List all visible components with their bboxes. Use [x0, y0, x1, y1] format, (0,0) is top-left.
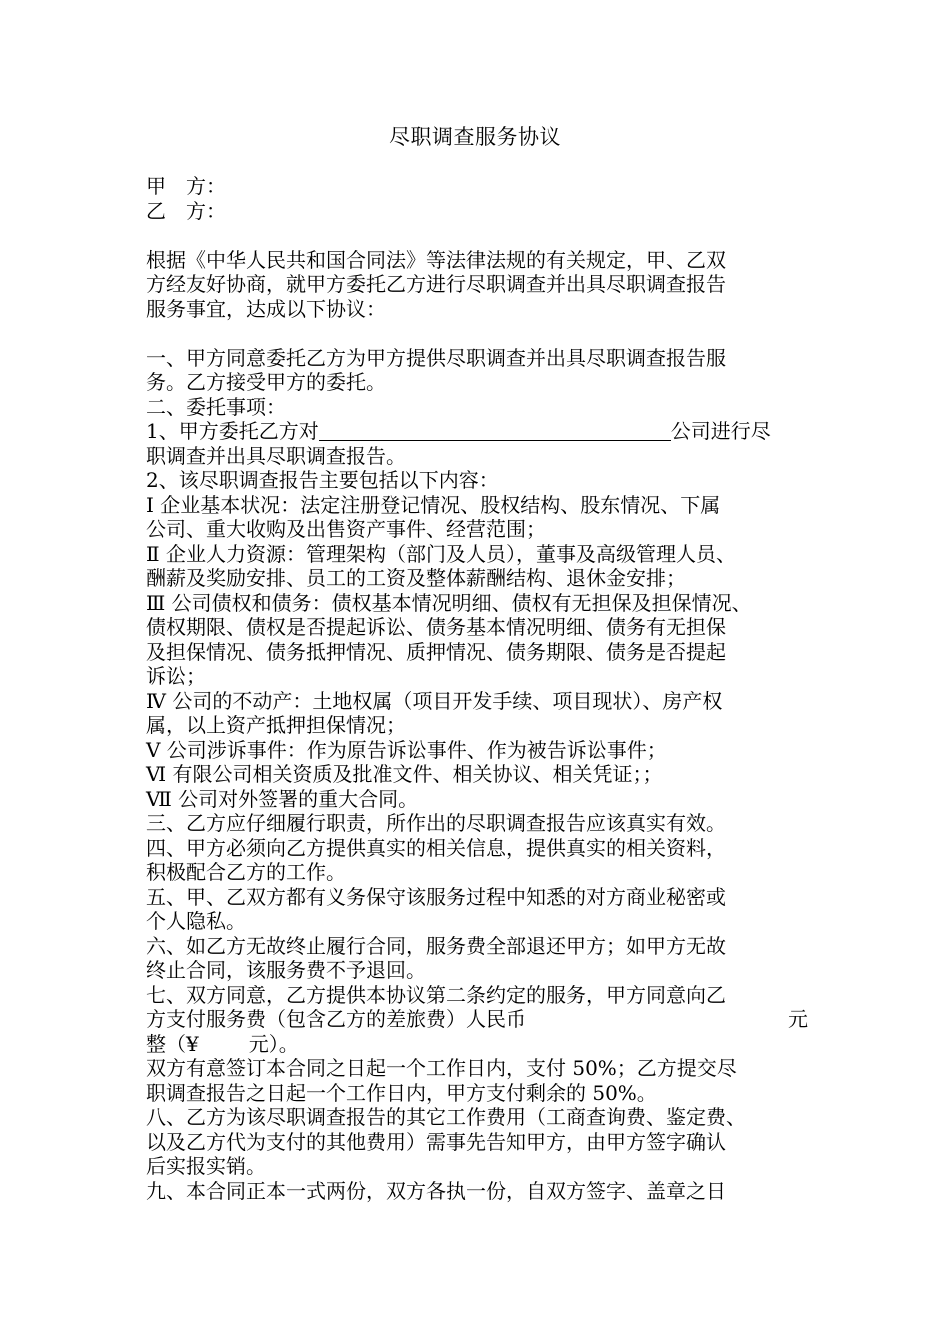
spacer	[146, 223, 808, 248]
preamble-line: 根据《中华人民共和国合同法》等法律法规的有关规定，甲、乙双	[146, 247, 726, 272]
clause-7-fee-unit: 元	[788, 1007, 808, 1031]
clause-9-line: 九、本合同正本一式两份，双方各执一份，自双方签字、盖章之日	[146, 1178, 726, 1203]
clause-8-line: 八、乙方为该尽职调查报告的其它工作费用（工商查询费、鉴定费、	[146, 1105, 746, 1129]
clause-2-1-continuation: 职调查并出具尽职调查报告。	[146, 443, 406, 468]
clause-2-1-line	[146, 419, 808, 444]
clause-2-1-prefix: 1、甲方委托乙方对	[146, 419, 319, 443]
clause-1-line: 务。乙方接受甲方的委托。	[146, 370, 386, 394]
item-3-line: 及担保情况、债务抵押情况、质押情况、债务期限、债务是否提起	[146, 639, 726, 664]
clause-2-1-suffix: 公司进行尽	[670, 419, 771, 443]
clause-7-fee-line	[146, 1007, 808, 1032]
item-3-line: Ⅲ 公司债权和债务：债权基本情况明细、债权有无担保及担保情况、	[146, 590, 752, 615]
item-3-line: 债权期限、债权是否提起诉讼、债务基本情况明细、债务有无担保	[146, 615, 726, 639]
clause-4-line: 四、甲方必须向乙方提供真实的相关信息，提供真实的相关资料，	[146, 835, 726, 860]
spacer	[146, 321, 808, 346]
item-1-line: Ⅰ 企业基本状况：法定注册登记情况、股权结构、股东情况、下属	[146, 492, 721, 517]
party-a-line: 甲 方：	[146, 174, 226, 198]
clause-4-line: 积极配合乙方的工作。	[146, 860, 346, 884]
document-body	[146, 174, 808, 1203]
clause-5-line: 个人隐私。	[146, 909, 246, 933]
clause-8-line: 后实报实销。	[146, 1154, 266, 1178]
clause-1-line: 一、甲方同意委托乙方为甲方提供尽职调查并出具尽职调查报告服	[146, 345, 726, 370]
clause-7-amount-line	[146, 1032, 808, 1057]
clause-8-line: 以及乙方代为支付的其他费用）需事先告知甲方，由甲方签字确认	[146, 1129, 726, 1154]
item-1-line: 公司、重大收购及出售资产事件、经营范围；	[146, 517, 546, 541]
item-4-line: Ⅳ 公司的不动产：土地权属（项目开发手续、项目现状）、房产权	[146, 688, 723, 713]
clause-7-line: 七、双方同意，乙方提供本协议第二条约定的服务，甲方同意向乙	[146, 982, 726, 1007]
preamble-line: 方经友好协商，就甲方委托乙方进行尽职调查并出具尽职调查报告	[146, 272, 726, 296]
payment-terms-line: 职调查报告之日起一个工作日内，甲方支付剩余的 50%。	[146, 1080, 657, 1105]
clause-2-heading: 二、委托事项：	[146, 394, 286, 419]
clause-7-fee-text: 方支付服务费（包含乙方的差旅费）人民币	[146, 1007, 526, 1031]
document-title: 尽职调查服务协议	[389, 125, 561, 149]
company-name-blank	[319, 420, 671, 441]
item-2-line: Ⅱ 企业人力资源：管理架构（部门及人员），董事及高级管理人员、	[146, 541, 736, 566]
item-6-line: Ⅵ 有限公司相关资质及批准文件、相关协议、相关凭证；；	[146, 762, 663, 786]
item-4-line: 属，以上资产抵押担保情况；	[146, 713, 406, 737]
clause-5-line: 五、甲、乙双方都有义务保守该服务过程中知悉的对方商业秘密或	[146, 884, 726, 909]
clause-7-amount-prefix: 整（¥	[146, 1031, 199, 1056]
clause-6-line: 六、如乙方无故终止履行合同，服务费全部退还甲方；如甲方无故	[146, 933, 726, 958]
party-b-line: 乙 方：	[146, 198, 226, 223]
preamble-line: 服务事宜，达成以下协议：	[146, 296, 386, 321]
item-7-line: Ⅶ 公司对外签署的重大合同。	[146, 786, 419, 811]
item-5-line: Ⅴ 公司涉诉事件：作为原告诉讼事件、作为被告诉讼事件；	[146, 737, 667, 762]
clause-6-line: 终止合同，该服务费不予退回。	[146, 958, 426, 982]
clause-2-2-line: 2、该尽职调查报告主要包括以下内容：	[146, 468, 499, 492]
clause-3-line: 三、乙方应仔细履行职责，所作出的尽职调查报告应该真实有效。	[146, 811, 726, 835]
item-2-line: 酬薪及奖励安排、员工的工资及整体薪酬结构、退休金安排；	[146, 566, 686, 590]
clause-7-amount-suffix: 元）。	[248, 1031, 299, 1056]
payment-terms-line: 双方有意签订本合同之日起一个工作日内，支付 50%；乙方提交尽	[146, 1056, 737, 1080]
item-3-line: 诉讼；	[146, 664, 206, 688]
